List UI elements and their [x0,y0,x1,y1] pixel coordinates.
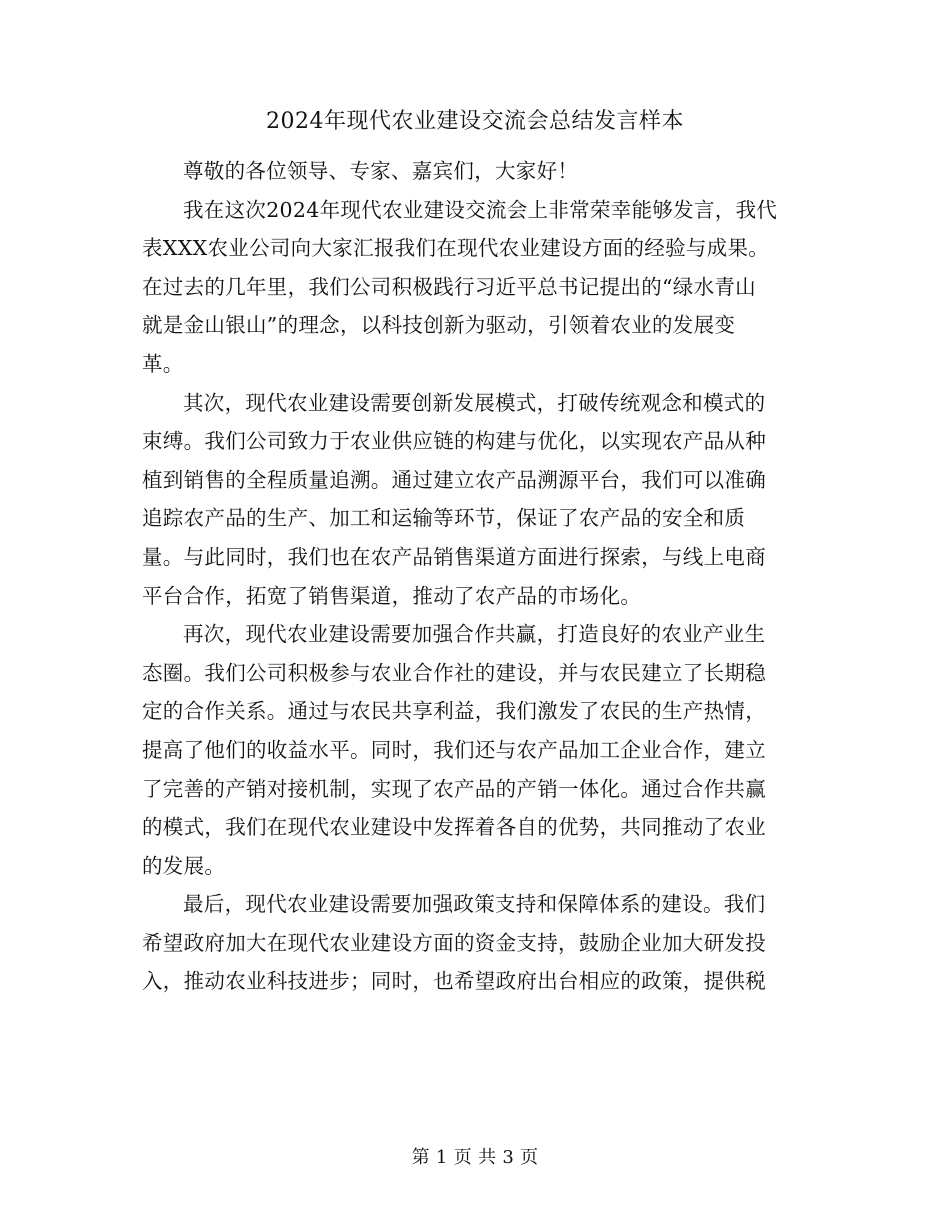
text-line: 表XXX农业公司向大家汇报我们在现代农业建设方面的经验与成果。 [142,236,770,261]
text-line: 入，推动农业科技进步；同时，也希望政府出台相应的政策，提供税 [142,969,766,994]
text-line: 在过去的几年里，我们公司积极践行习近平总书记提出的“绿水青山 [142,274,756,299]
text-line: 量。与此同时，我们也在农产品销售渠道方面进行探索，与线上电商 [142,544,766,569]
text-line: 提高了他们的收益水平。同时，我们还与农产品加工企业合作，建立 [142,737,766,762]
text-line: 平台合作，拓宽了销售渠道，推动了农产品的市场化。 [142,583,642,608]
document-body [142,152,808,1001]
text-line: 最后，现代农业建设需要加强政策支持和保障体系的建设。我们 [183,892,766,917]
text-line: 束缚。我们公司致力于农业供应链的构建与优化，以实现农产品从种 [142,429,766,454]
text-line: 其次，现代农业建设需要创新发展模式，打破传统观念和模式的 [183,390,766,415]
text-line: 就是金山银山”的理念，以科技创新为驱动，引领着农业的发展变 [142,313,736,338]
page-footer: 第 1 页 共 3 页 [411,1147,539,1168]
text-line: 我在这次2024年现代农业建设交流会上非常荣幸能够发言，我代 [183,197,778,222]
text-line: 再次，现代农业建设需要加强合作共赢，打造良好的农业产业生 [183,622,766,647]
text-line: 追踪农产品的生产、加工和运输等环节，保证了农产品的安全和质 [142,506,746,531]
text-line: 了完善的产销对接机制，实现了农产品的产销一体化。通过合作共赢 [142,776,766,801]
text-line: 的发展。 [142,853,226,878]
text-line: 定的合作关系。通过与农民共享利益，我们激发了农民的生产热情， [142,699,766,724]
text-line: 革。 [142,351,184,376]
text-line: 希望政府加大在现代农业建设方面的资金支持，鼓励企业加大研发投 [142,930,766,955]
document-title: 2024年现代农业建设交流会总结发言样本 [266,109,684,134]
text-line: 尊敬的各位领导、专家、嘉宾们，大家好！ [183,159,579,183]
text-line: 的模式，我们在现代农业建设中发挥着各自的优势，共同推动了农业 [142,815,766,840]
text-line: 态圈。我们公司积极参与农业合作社的建设，并与农民建立了长期稳 [142,660,766,685]
text-line: 植到销售的全程质量追溯。通过建立农产品溯源平台，我们可以准确 [142,467,766,492]
